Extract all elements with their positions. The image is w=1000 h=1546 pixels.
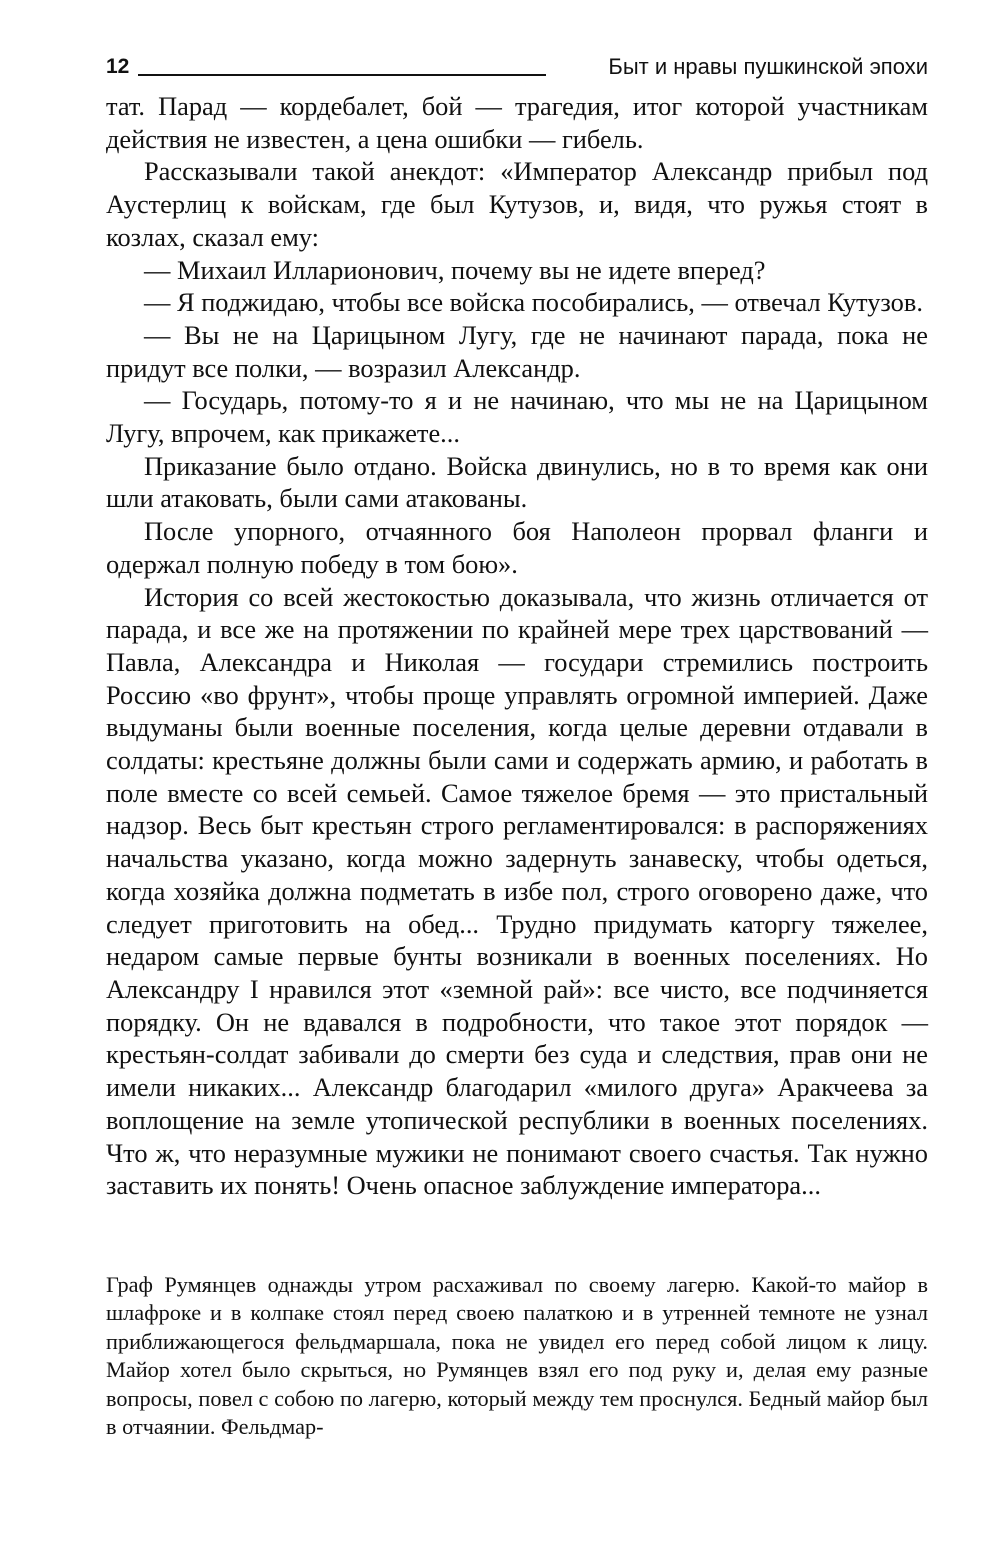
paragraph-continuation: тат. Парад — кордебалет, бой — трагедия, итог которой участникам действия не известен, а цена ошибки — гибель. bbox=[106, 91, 928, 154]
dialogue-line: — Вы не на Царицыном Лугу, где не начинают парада, пока не придут все полки, — возразил Александр. bbox=[106, 319, 928, 383]
dialogue-line: — Государь, потому-то я и не начинаю, что мы не на Царицыном Лугу, впрочем, как прикажете... bbox=[106, 385, 928, 449]
paragraph-history: История со всей жестокостью доказывала, что жизнь отличается от парада, и все же на протяжении по крайней мере трех царствований — Павла, Александра и Николая — государи стремились построить Россию «во фрунт», чтобы проще управлять огромной империей. Даже выдуманы были военные поселения, когда целые деревни отдавали в солдаты: крестьяне должны были сами и содержать армию, и работать в поле вместе со всей семьей. Самое тяжелое бремя — это пристальный надзор. Весь быт крестьян строго регламентировался: в распоряжениях начальства указано, когда можно задернуть занавеску, чтобы одеться, когда хозяйка должна подметать в избе пол, строго оговорено даже, что следует приготовить на обед... Трудно придумать каторгу тяжелее, недаром самые первые бунты возникали в военных поселениях. Но Александру I нравился этот «земной рай»: все чисто, все подчиняется порядку. Он не вдавался в подробности, что такое этот порядок — крестьян-солдат забивали до смерти без суда и следствия, прав они не имели никаких... Александр благодарил «милого друга» Аракчеева за воплощение на земле утопической республики в военных поселениях. Что ж, что неразумные мужики не понимают своего счастья. Так нужно заставить их понять! Очень опасное заблуждение императора... bbox=[106, 581, 928, 1201]
dialogue-line: — Я поджидаю, чтобы все войска пособирались, — отвечал Кутузов. bbox=[144, 287, 923, 318]
main-text bbox=[106, 90, 928, 1202]
running-title: Быт и нравы пушкинской эпохи bbox=[608, 54, 928, 79]
paragraph-anecdote-intro: Рассказывали такой анекдот: «Император Александр прибыл под Аустерлиц к войскам, где был Кутузов, и, видя, что ружья стоят в козлах, сказал ему: bbox=[106, 156, 928, 252]
dialogue-line: — Михаил Илларионович, почему вы не идете вперед? bbox=[144, 254, 766, 285]
page-header bbox=[106, 52, 928, 82]
inset-anecdote bbox=[106, 1271, 928, 1441]
inset-paragraph: Граф Румянцев однажды утром расхаживал по своему лагерю. Какой-то майор в шлафроке и в колпаке стоял перед своею палаткою и в утренней темноте не узнал приближающегося фельдмаршала, пока не увидел его перед собой лицом к лицу. Майор хотел было скрыться, но Румянцев взял его под руку и, делая ему разные вопросы, повел с собою по лагерю, который между тем проснулся. Бедный майор был в отчаянии. Фельдмар- bbox=[106, 1272, 928, 1440]
header-rule bbox=[138, 74, 546, 76]
paragraph: Приказание было отдано. Войска двинулись, но в то время как они шли атаковать, были сами атакованы. bbox=[106, 450, 928, 514]
paragraph: После упорного, отчаянного боя Наполеон прорвал фланги и одержал полную победу в том бою». bbox=[106, 516, 928, 579]
page-number: 12 bbox=[106, 55, 130, 78]
